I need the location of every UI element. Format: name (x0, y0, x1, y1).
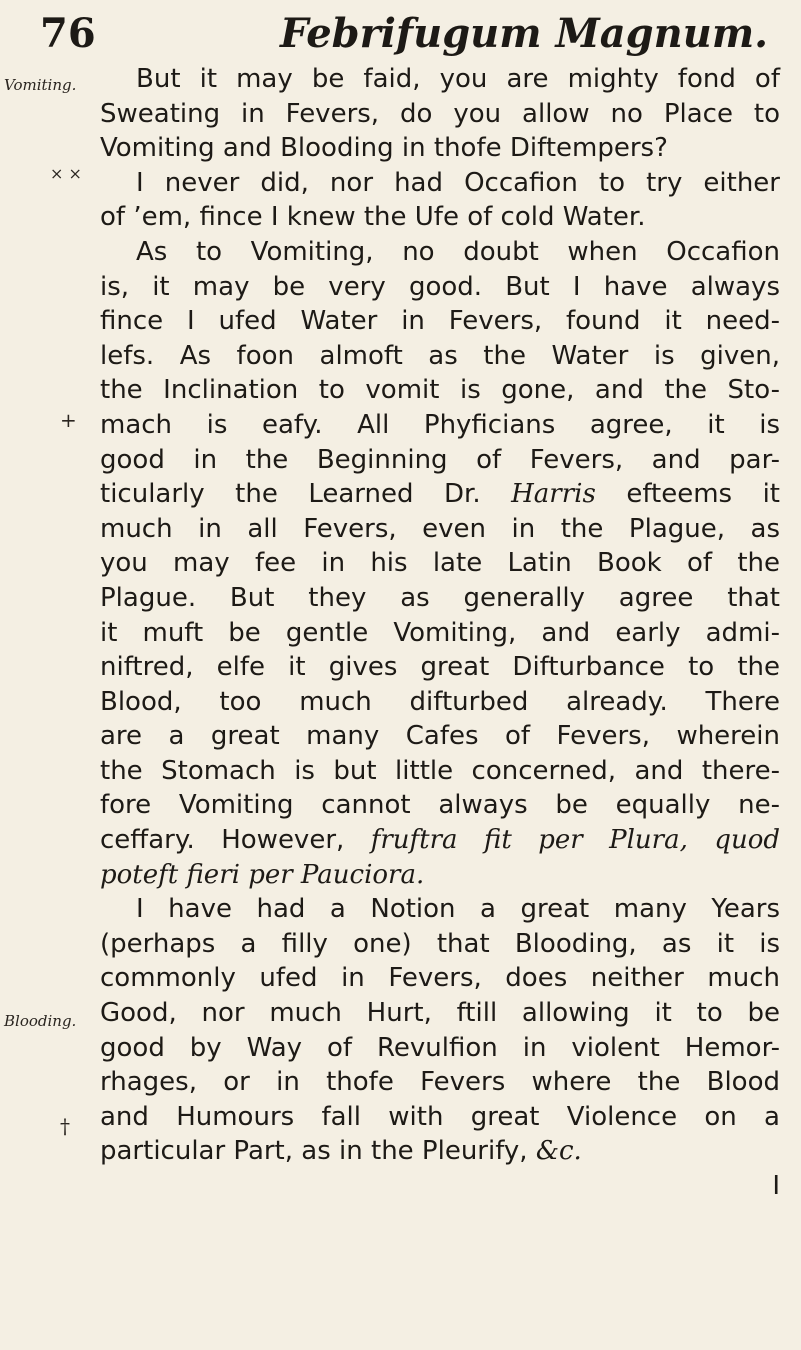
text-line: the Stomach is but little concerned, and there- (100, 755, 780, 786)
text-line (100, 477, 780, 512)
text-segment: ceffary. However, (100, 825, 345, 856)
text-line: much in all Fevers, even in the Plague, as (100, 513, 780, 544)
text-line: good in the Beginning of Fevers, and par- (100, 444, 780, 475)
text-line (100, 823, 780, 858)
text-segment-italic: &c. (535, 1136, 582, 1167)
text-line: Plague. But they as generally agree that (100, 582, 780, 613)
margin-mark-crosses: × × (50, 164, 82, 183)
text-segment: particular Part, as in the Pleurify, (100, 1136, 528, 1167)
margin-note-vomiting: Vomiting. (4, 76, 77, 94)
text-line: As to Vomiting, no doubt when Occafion (136, 236, 780, 267)
body-text (100, 62, 780, 1204)
text-line: Good, nor much Hurt, ftill allowing it to be (100, 998, 780, 1029)
text-segment-italic: quod (714, 825, 781, 856)
text-line: fore Vomiting cannot always be equally ne- (100, 790, 780, 821)
text-line: niftred, elfe it gives great Difturbance to the (100, 652, 780, 683)
margin-mark-plus: + (60, 408, 77, 432)
page-header (40, 10, 780, 70)
catchword: I (772, 1171, 780, 1201)
text-line: lefs. As foon almoft as the Water is given, (100, 340, 780, 371)
text-line-italic: poteft fieri per Pauciora. (100, 859, 425, 890)
text-line: it muft be gentle Vomiting, and early admi- (100, 617, 780, 648)
text-line: rhages, or in thofe Fevers where the Blood (100, 1067, 780, 1098)
text-segment: efteems it (626, 479, 781, 510)
margin-note-blooding: Blooding. (4, 1012, 77, 1030)
text-segment-italic: fruftra fit per Plura, (370, 825, 688, 856)
page-number: 76 (40, 10, 96, 57)
text-line: commonly ufed in Fevers, does neither much (100, 963, 780, 994)
text-line: Sweating in Fevers, do you allow no Place to (100, 98, 780, 129)
text-line: Vomiting and Blooding in thofe Diftempers? (100, 133, 668, 164)
text-line: I have had a Notion a great many Years (136, 894, 780, 925)
text-segment: ticularly the Learned Dr. (100, 479, 481, 510)
text-line: Blood, too much difturbed already. There (100, 686, 780, 717)
text-line: good by Way of Revulfion in violent Hemor- (100, 1032, 780, 1063)
text-line: fince I ufed Water in Fevers, found it need- (100, 306, 780, 337)
running-title: Febrifugum Magnum. (280, 10, 769, 57)
text-line: you may fee in his late Latin Book of the (100, 548, 780, 579)
margin-mark-dagger: † (60, 1114, 70, 1138)
text-line: are a great many Cafes of Fevers, wherein (100, 721, 780, 752)
text-line: But it may be faid, you are mighty fond of (136, 64, 780, 94)
text-line: of ’em, fince I knew the Ufe of cold Water. (100, 202, 646, 233)
text-line: I never did, nor had Occafion to try either (136, 167, 780, 198)
text-line (100, 1134, 780, 1169)
text-segment-italic: Harris (511, 479, 596, 510)
text-line: the Inclination to vomit is gone, and the Sto- (100, 375, 780, 406)
text-line: (perhaps a filly one) that Blooding, as it is (100, 928, 780, 959)
text-line: mach is eafy. All Phyficians agree, it is (100, 409, 780, 440)
text-line: is, it may be very good. But I have always (100, 271, 780, 302)
text-line: and Humours fall with great Violence on a (100, 1101, 780, 1132)
